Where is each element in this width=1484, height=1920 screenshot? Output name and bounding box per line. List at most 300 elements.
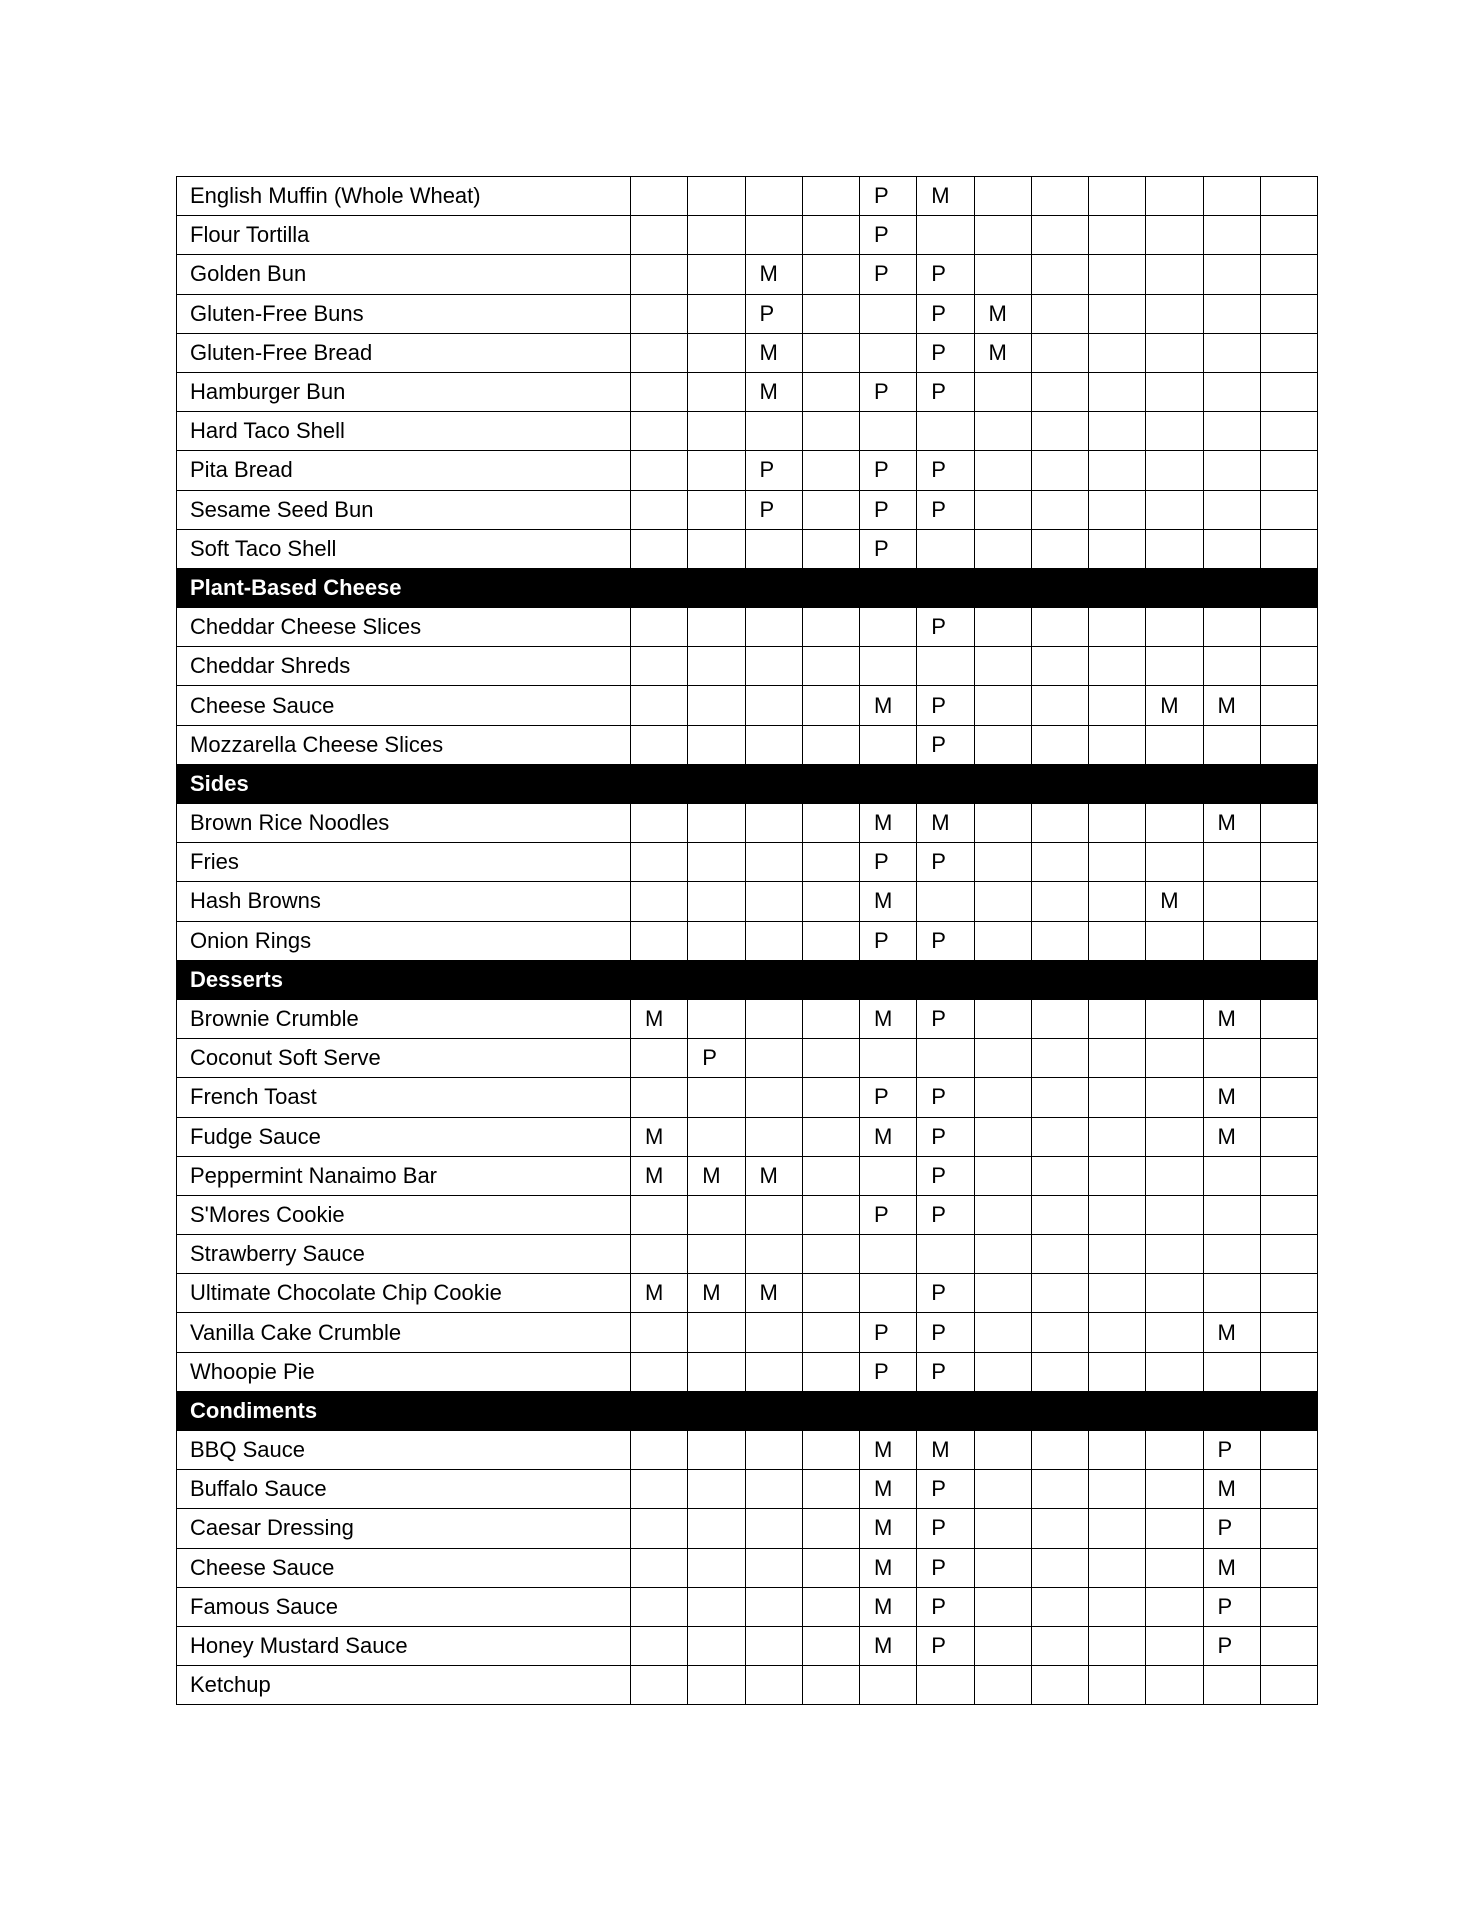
allergen-flag-cell <box>802 843 859 882</box>
allergen-flag-cell <box>688 1078 745 1117</box>
allergen-flag-cell <box>631 1078 688 1117</box>
allergen-flag-cell <box>1260 294 1317 333</box>
allergen-flag-cell <box>1260 1587 1317 1626</box>
allergen-flag-cell <box>974 1156 1031 1195</box>
allergen-flag-cell <box>631 1195 688 1234</box>
allergen-flag-cell <box>1203 1235 1260 1274</box>
allergen-flag-cell <box>974 412 1031 451</box>
allergen-flag-cell <box>745 1117 802 1156</box>
allergen-flag-cell: M <box>1203 804 1260 843</box>
allergen-flag-cell <box>745 529 802 568</box>
allergen-flag-cell: P <box>917 1626 974 1665</box>
allergen-flag-cell <box>1146 1666 1203 1705</box>
allergen-flag-cell <box>688 921 745 960</box>
allergen-flag-cell <box>802 725 859 764</box>
allergen-flag-cell <box>917 647 974 686</box>
allergen-flag-cell <box>802 333 859 372</box>
allergen-flag-cell: M <box>860 804 917 843</box>
allergen-flag-cell <box>1260 216 1317 255</box>
table-row <box>177 333 1318 372</box>
allergen-flag-cell <box>1031 999 1088 1038</box>
table-row <box>177 177 1318 216</box>
allergen-flag-cell <box>745 1078 802 1117</box>
allergen-flag-cell <box>1203 882 1260 921</box>
item-name-cell: Cheddar Cheese Slices <box>177 608 631 647</box>
allergen-flag-cell <box>1089 1626 1146 1665</box>
allergen-flag-cell <box>1031 725 1088 764</box>
section-header: Condiments <box>177 1391 1318 1430</box>
allergen-flag-cell <box>974 372 1031 411</box>
allergen-flag-cell: P <box>1203 1626 1260 1665</box>
allergen-flag-cell <box>1146 294 1203 333</box>
allergen-flag-cell <box>1031 882 1088 921</box>
allergen-flag-cell: M <box>860 1431 917 1470</box>
allergen-flag-cell <box>1260 372 1317 411</box>
allergen-flag-cell <box>1089 1352 1146 1391</box>
allergen-flag-cell <box>1203 294 1260 333</box>
allergen-flag-cell <box>1146 1274 1203 1313</box>
allergen-flag-cell: P <box>917 1313 974 1352</box>
table-row <box>177 1626 1318 1665</box>
allergen-flag-cell <box>631 843 688 882</box>
allergen-flag-cell: M <box>631 1117 688 1156</box>
allergen-flag-cell <box>1031 843 1088 882</box>
item-name-cell: Honey Mustard Sauce <box>177 1626 631 1665</box>
allergen-flag-cell <box>1031 529 1088 568</box>
item-name-cell: Golden Bun <box>177 255 631 294</box>
allergen-flag-cell <box>802 1470 859 1509</box>
allergen-flag-cell: P <box>917 1117 974 1156</box>
item-name-cell: Fudge Sauce <box>177 1117 631 1156</box>
allergen-flag-cell <box>688 333 745 372</box>
allergen-flag-cell <box>802 1156 859 1195</box>
allergen-flag-cell: P <box>860 216 917 255</box>
allergen-flag-cell <box>1260 1431 1317 1470</box>
allergen-flag-cell <box>974 1078 1031 1117</box>
table-row <box>177 647 1318 686</box>
allergen-flag-cell: M <box>917 177 974 216</box>
allergen-flag-cell <box>1260 725 1317 764</box>
allergen-flag-cell <box>1031 1078 1088 1117</box>
allergen-flag-cell <box>1089 1587 1146 1626</box>
allergen-flag-cell: P <box>745 490 802 529</box>
allergen-flag-cell <box>1031 177 1088 216</box>
section-header: Plant-Based Cheese <box>177 568 1318 607</box>
allergen-flag-cell <box>745 1039 802 1078</box>
allergen-flag-cell <box>802 294 859 333</box>
item-name-cell: Whoopie Pie <box>177 1352 631 1391</box>
allergen-flag-cell: M <box>631 1274 688 1313</box>
allergen-flag-cell <box>802 1039 859 1078</box>
allergen-flag-cell <box>1203 1195 1260 1234</box>
allergen-table <box>176 176 1318 1705</box>
allergen-flag-cell <box>688 1470 745 1509</box>
allergen-flag-cell <box>1260 1156 1317 1195</box>
allergen-flag-cell <box>1089 333 1146 372</box>
allergen-flag-cell <box>631 372 688 411</box>
allergen-flag-cell <box>802 647 859 686</box>
allergen-flag-cell <box>860 1039 917 1078</box>
allergen-flag-cell <box>974 1195 1031 1234</box>
allergen-flag-cell <box>860 725 917 764</box>
allergen-flag-cell <box>631 1235 688 1274</box>
allergen-flag-cell: M <box>860 882 917 921</box>
allergen-flag-cell <box>1203 490 1260 529</box>
allergen-flag-cell <box>688 177 745 216</box>
allergen-flag-cell: P <box>860 921 917 960</box>
allergen-flag-cell <box>802 451 859 490</box>
allergen-flag-cell <box>631 216 688 255</box>
allergen-flag-cell <box>688 451 745 490</box>
allergen-flag-cell <box>1260 1352 1317 1391</box>
allergen-flag-cell <box>745 1431 802 1470</box>
allergen-flag-cell <box>745 216 802 255</box>
allergen-flag-cell: M <box>745 1156 802 1195</box>
allergen-flag-cell <box>631 451 688 490</box>
allergen-flag-cell: M <box>974 333 1031 372</box>
allergen-flag-cell <box>745 999 802 1038</box>
allergen-flag-cell: P <box>860 1078 917 1117</box>
allergen-flag-cell: P <box>860 529 917 568</box>
allergen-flag-cell <box>917 412 974 451</box>
allergen-flag-cell <box>1146 1352 1203 1391</box>
allergen-flag-cell: P <box>745 451 802 490</box>
allergen-flag-cell <box>631 490 688 529</box>
section-header-row <box>177 568 1318 607</box>
table-row <box>177 608 1318 647</box>
allergen-flag-cell <box>631 1470 688 1509</box>
allergen-flag-cell: P <box>917 294 974 333</box>
allergen-flag-cell <box>1089 843 1146 882</box>
allergen-flag-cell <box>1146 412 1203 451</box>
allergen-flag-cell <box>802 804 859 843</box>
allergen-flag-cell <box>1031 1666 1088 1705</box>
allergen-flag-cell <box>1146 1626 1203 1665</box>
allergen-flag-cell <box>631 1548 688 1587</box>
allergen-flag-cell: P <box>917 999 974 1038</box>
allergen-flag-cell <box>974 1626 1031 1665</box>
allergen-flag-cell <box>631 1509 688 1548</box>
allergen-flag-cell <box>745 1352 802 1391</box>
allergen-flag-cell: M <box>1203 1470 1260 1509</box>
allergen-flag-cell <box>1031 412 1088 451</box>
allergen-flag-cell: M <box>1203 1078 1260 1117</box>
allergen-flag-cell <box>974 216 1031 255</box>
allergen-flag-cell <box>1089 608 1146 647</box>
table-row <box>177 686 1318 725</box>
allergen-flag-cell <box>1146 804 1203 843</box>
allergen-flag-cell <box>688 725 745 764</box>
allergen-flag-cell <box>1146 1235 1203 1274</box>
allergen-flag-cell <box>860 1666 917 1705</box>
allergen-flag-cell <box>631 647 688 686</box>
allergen-flag-cell <box>802 1509 859 1548</box>
allergen-flag-cell <box>1031 1626 1088 1665</box>
allergen-flag-cell <box>1031 1431 1088 1470</box>
table-row <box>177 921 1318 960</box>
allergen-flag-cell <box>1260 451 1317 490</box>
allergen-flag-cell <box>917 216 974 255</box>
allergen-flag-cell <box>631 177 688 216</box>
allergen-flag-cell <box>1031 921 1088 960</box>
item-name-cell: Gluten-Free Buns <box>177 294 631 333</box>
allergen-flag-cell <box>1203 647 1260 686</box>
allergen-flag-cell <box>1203 608 1260 647</box>
allergen-flag-cell <box>860 647 917 686</box>
allergen-flag-cell: M <box>688 1274 745 1313</box>
allergen-flag-cell <box>745 1509 802 1548</box>
allergen-flag-cell <box>802 1666 859 1705</box>
allergen-flag-cell: P <box>917 921 974 960</box>
section-header-row <box>177 764 1318 803</box>
allergen-flag-cell <box>745 647 802 686</box>
table-row <box>177 412 1318 451</box>
allergen-flag-cell <box>802 608 859 647</box>
allergen-flag-cell <box>1203 725 1260 764</box>
allergen-flag-cell: P <box>917 843 974 882</box>
table-row <box>177 1117 1318 1156</box>
allergen-flag-cell <box>1031 647 1088 686</box>
allergen-flag-cell <box>1089 1313 1146 1352</box>
allergen-flag-cell <box>688 1626 745 1665</box>
allergen-flag-cell: P <box>860 1313 917 1352</box>
allergen-flag-cell <box>688 1509 745 1548</box>
allergen-flag-cell: P <box>917 451 974 490</box>
allergen-flag-cell <box>745 1548 802 1587</box>
allergen-flag-cell <box>1260 333 1317 372</box>
allergen-flag-cell <box>1089 1470 1146 1509</box>
allergen-flag-cell <box>860 1156 917 1195</box>
allergen-flag-cell: P <box>917 608 974 647</box>
allergen-flag-cell <box>745 921 802 960</box>
allergen-flag-cell: P <box>917 372 974 411</box>
allergen-flag-cell <box>1260 1235 1317 1274</box>
allergen-flag-cell <box>1089 647 1146 686</box>
allergen-flag-cell <box>974 451 1031 490</box>
table-row <box>177 372 1318 411</box>
allergen-flag-cell: P <box>917 1509 974 1548</box>
allergen-flag-cell <box>860 294 917 333</box>
allergen-flag-cell <box>688 490 745 529</box>
allergen-flag-cell <box>688 1352 745 1391</box>
allergen-flag-cell <box>802 255 859 294</box>
allergen-flag-cell <box>974 882 1031 921</box>
allergen-flag-cell <box>802 529 859 568</box>
allergen-flag-cell <box>1031 686 1088 725</box>
table-row <box>177 1313 1318 1352</box>
allergen-flag-cell <box>1146 1431 1203 1470</box>
allergen-flag-cell <box>1089 1195 1146 1234</box>
allergen-flag-cell: P <box>917 1352 974 1391</box>
allergen-flag-cell <box>688 216 745 255</box>
section-header-row <box>177 1391 1318 1430</box>
allergen-flag-cell <box>631 882 688 921</box>
allergen-flag-cell <box>802 1352 859 1391</box>
item-name-cell: S'Mores Cookie <box>177 1195 631 1234</box>
allergen-flag-cell <box>688 1666 745 1705</box>
allergen-flag-cell <box>1146 1548 1203 1587</box>
allergen-flag-cell <box>1031 294 1088 333</box>
allergen-flag-cell <box>1089 412 1146 451</box>
allergen-flag-cell <box>1260 490 1317 529</box>
allergen-flag-cell <box>1146 490 1203 529</box>
item-name-cell: Brownie Crumble <box>177 999 631 1038</box>
allergen-flag-cell <box>1089 451 1146 490</box>
allergen-flag-cell <box>974 647 1031 686</box>
allergen-flag-cell <box>631 1313 688 1352</box>
allergen-flag-cell <box>974 686 1031 725</box>
item-name-cell: Famous Sauce <box>177 1587 631 1626</box>
table-row <box>177 804 1318 843</box>
allergen-flag-cell: M <box>860 1626 917 1665</box>
allergen-flag-cell <box>1260 1078 1317 1117</box>
allergen-flag-cell: P <box>917 1274 974 1313</box>
allergen-flag-cell <box>631 1039 688 1078</box>
allergen-flag-cell <box>802 882 859 921</box>
allergen-flag-cell <box>688 804 745 843</box>
allergen-flag-cell <box>1260 1274 1317 1313</box>
allergen-flag-cell <box>974 1666 1031 1705</box>
allergen-flag-cell <box>1203 843 1260 882</box>
allergen-flag-cell <box>631 1352 688 1391</box>
allergen-flag-cell <box>1260 412 1317 451</box>
allergen-flag-cell <box>974 1313 1031 1352</box>
allergen-flag-cell <box>1089 177 1146 216</box>
allergen-flag-cell <box>860 1235 917 1274</box>
item-name-cell: Strawberry Sauce <box>177 1235 631 1274</box>
allergen-flag-cell <box>1089 999 1146 1038</box>
allergen-flag-cell <box>917 529 974 568</box>
allergen-flag-cell <box>1031 1274 1088 1313</box>
allergen-flag-cell <box>1031 1195 1088 1234</box>
allergen-flag-cell <box>1203 1352 1260 1391</box>
allergen-flag-cell <box>631 255 688 294</box>
table-row <box>177 255 1318 294</box>
table-row <box>177 1274 1318 1313</box>
allergen-flag-cell <box>1260 647 1317 686</box>
allergen-flag-cell: P <box>917 1548 974 1587</box>
allergen-flag-cell <box>745 608 802 647</box>
allergen-flag-cell <box>802 177 859 216</box>
item-name-cell: Hard Taco Shell <box>177 412 631 451</box>
allergen-flag-cell <box>802 216 859 255</box>
allergen-flag-cell <box>688 294 745 333</box>
allergen-flag-cell <box>974 1470 1031 1509</box>
item-name-cell: Mozzarella Cheese Slices <box>177 725 631 764</box>
allergen-flag-cell <box>1031 804 1088 843</box>
allergen-flag-cell <box>1031 1156 1088 1195</box>
allergen-flag-cell <box>1260 843 1317 882</box>
allergen-flag-cell <box>1146 921 1203 960</box>
allergen-flag-cell: P <box>917 490 974 529</box>
allergen-flag-cell <box>1203 451 1260 490</box>
allergen-flag-cell: P <box>1203 1431 1260 1470</box>
allergen-flag-cell <box>860 608 917 647</box>
allergen-flag-cell <box>974 1587 1031 1626</box>
allergen-flag-cell <box>688 372 745 411</box>
allergen-flag-cell: P <box>917 333 974 372</box>
allergen-flag-cell: M <box>631 999 688 1038</box>
item-name-cell: French Toast <box>177 1078 631 1117</box>
item-name-cell: Fries <box>177 843 631 882</box>
allergen-flag-cell <box>1089 1156 1146 1195</box>
allergen-flag-cell <box>974 804 1031 843</box>
allergen-flag-cell <box>802 999 859 1038</box>
allergen-flag-cell <box>1260 1666 1317 1705</box>
allergen-flag-cell: M <box>860 1587 917 1626</box>
item-name-cell: Sesame Seed Bun <box>177 490 631 529</box>
allergen-flag-cell <box>1260 999 1317 1038</box>
allergen-flag-cell <box>1089 1548 1146 1587</box>
allergen-flag-cell <box>631 608 688 647</box>
item-name-cell: Vanilla Cake Crumble <box>177 1313 631 1352</box>
allergen-flag-cell <box>1031 372 1088 411</box>
allergen-flag-cell <box>860 1274 917 1313</box>
allergen-flag-cell <box>688 1195 745 1234</box>
allergen-flag-cell <box>1089 1039 1146 1078</box>
item-name-cell: Coconut Soft Serve <box>177 1039 631 1078</box>
allergen-flag-cell <box>1203 1156 1260 1195</box>
allergen-flag-cell <box>1031 608 1088 647</box>
item-name-cell: Cheddar Shreds <box>177 647 631 686</box>
table-row <box>177 1078 1318 1117</box>
allergen-flag-cell <box>1089 1235 1146 1274</box>
allergen-flag-cell <box>1203 529 1260 568</box>
item-name-cell: Pita Bread <box>177 451 631 490</box>
allergen-flag-cell <box>745 1470 802 1509</box>
allergen-flag-cell <box>1260 1039 1317 1078</box>
allergen-flag-cell <box>688 255 745 294</box>
allergen-flag-cell <box>688 529 745 568</box>
allergen-flag-cell: P <box>917 1470 974 1509</box>
allergen-flag-cell <box>917 882 974 921</box>
allergen-flag-cell: M <box>917 1431 974 1470</box>
table-row <box>177 1235 1318 1274</box>
allergen-flag-cell: P <box>917 725 974 764</box>
allergen-flag-cell <box>974 1039 1031 1078</box>
allergen-flag-cell <box>1089 1666 1146 1705</box>
allergen-flag-cell <box>1146 1470 1203 1509</box>
allergen-flag-cell <box>1089 882 1146 921</box>
allergen-flag-cell <box>1089 490 1146 529</box>
allergen-flag-cell <box>688 686 745 725</box>
allergen-flag-cell: P <box>860 1352 917 1391</box>
allergen-flag-cell <box>688 647 745 686</box>
allergen-flag-cell <box>802 1431 859 1470</box>
allergen-flag-cell <box>631 412 688 451</box>
allergen-flag-cell <box>1260 921 1317 960</box>
allergen-flag-cell <box>917 1666 974 1705</box>
allergen-flag-cell <box>974 177 1031 216</box>
table-row <box>177 1156 1318 1195</box>
table-row <box>177 1548 1318 1587</box>
allergen-flag-cell <box>974 255 1031 294</box>
allergen-flag-cell <box>631 294 688 333</box>
allergen-flag-cell <box>631 1587 688 1626</box>
allergen-flag-cell <box>1203 1039 1260 1078</box>
allergen-flag-cell <box>745 1626 802 1665</box>
allergen-flag-cell: M <box>1203 999 1260 1038</box>
item-name-cell: Cheese Sauce <box>177 686 631 725</box>
allergen-flag-cell <box>974 999 1031 1038</box>
item-name-cell: Ultimate Chocolate Chip Cookie <box>177 1274 631 1313</box>
allergen-flag-cell <box>631 1666 688 1705</box>
allergen-flag-cell: M <box>688 1156 745 1195</box>
item-name-cell: Caesar Dressing <box>177 1509 631 1548</box>
allergen-flag-cell <box>1146 255 1203 294</box>
allergen-flag-cell <box>1089 216 1146 255</box>
allergen-flag-cell: P <box>860 255 917 294</box>
